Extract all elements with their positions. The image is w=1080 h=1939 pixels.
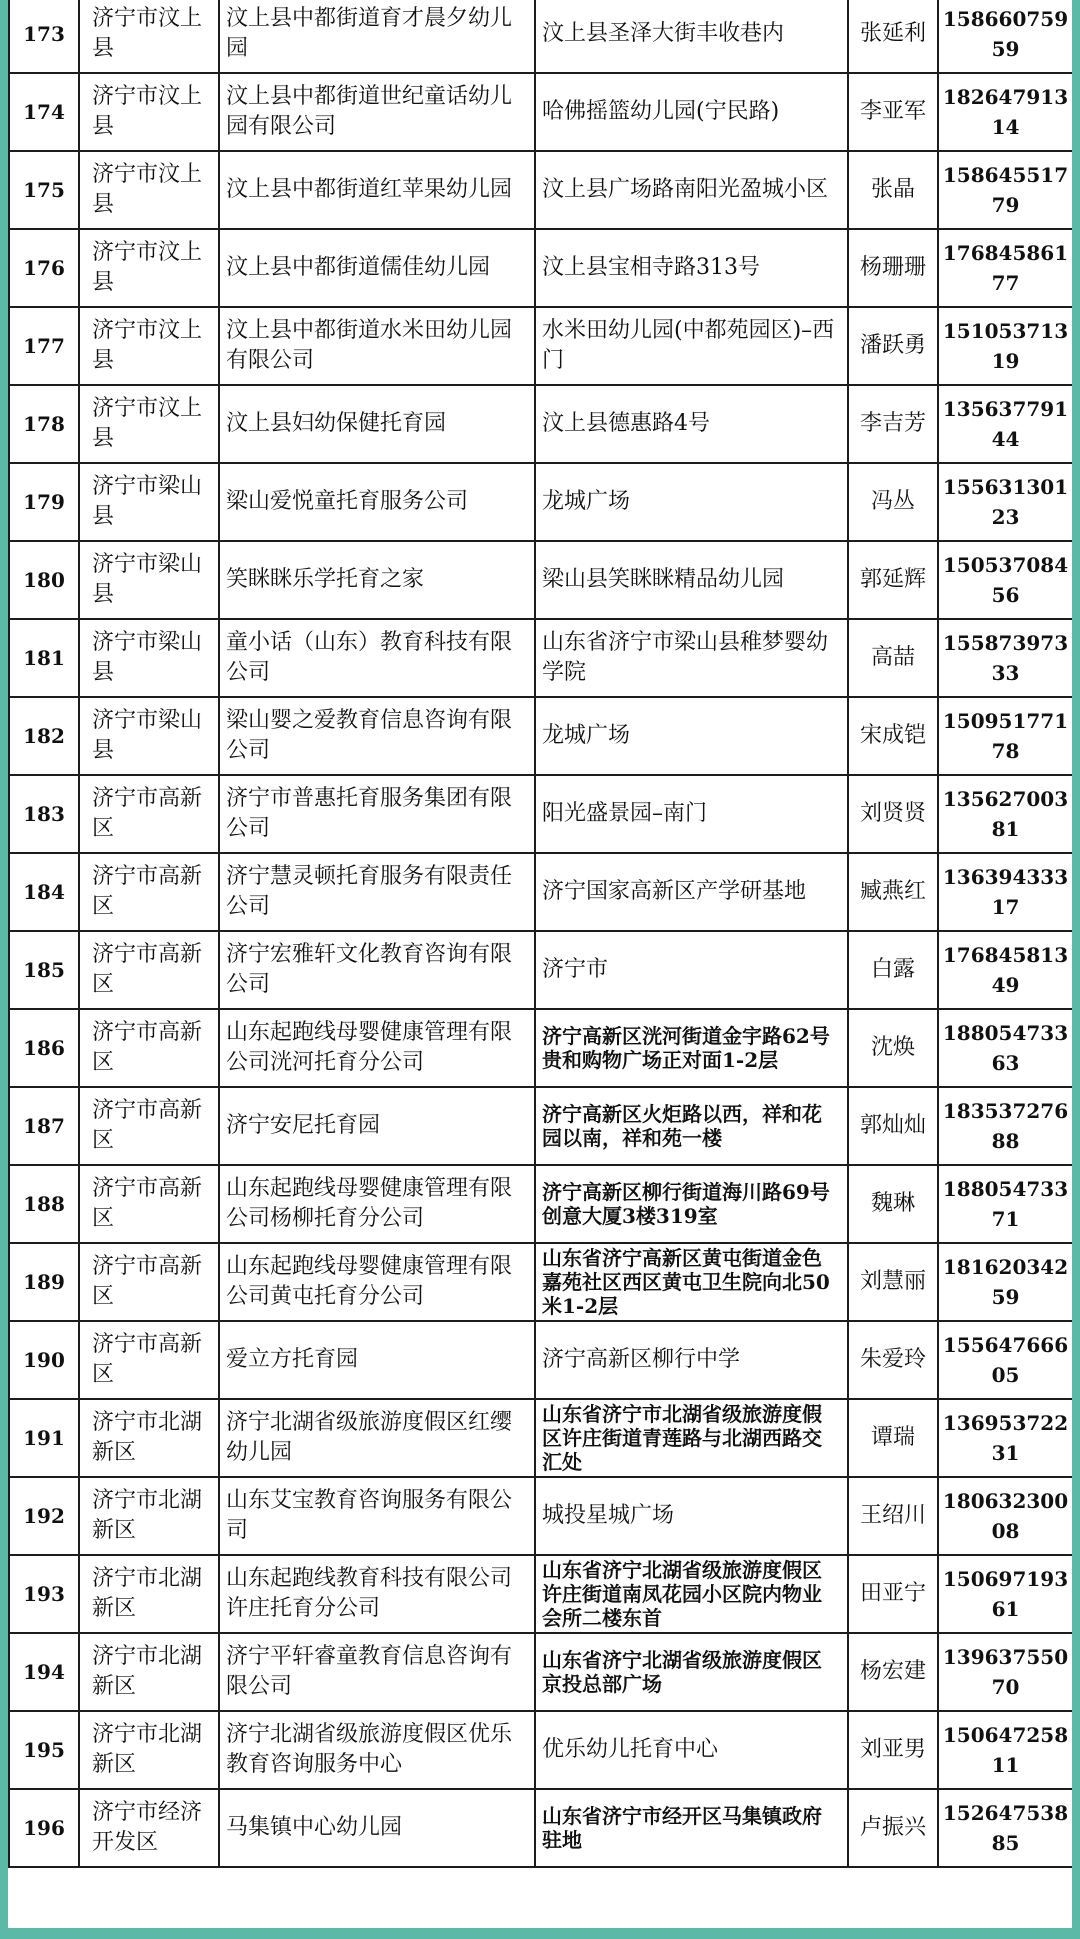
address-cell: 优乐幼儿托育中心 — [535, 1711, 848, 1789]
row-number: 186 — [9, 1009, 79, 1087]
contact-person-cell: 白露 — [848, 931, 938, 1009]
phone-cell: 13639433317 — [938, 853, 1072, 931]
institution-name-cell: 马集镇中心幼儿园 — [219, 1789, 535, 1867]
table-row — [9, 229, 1072, 307]
table-row — [9, 0, 1072, 73]
institution-name-cell: 济宁慧灵顿托育服务有限责任公司 — [219, 853, 535, 931]
city-cell: 济宁市梁山县 — [79, 541, 219, 619]
city-cell: 济宁市北湖新区 — [79, 1477, 219, 1555]
city-cell: 济宁市高新区 — [79, 1087, 219, 1165]
row-number: 174 — [9, 73, 79, 151]
address-cell: 济宁市 — [535, 931, 848, 1009]
address-cell: 济宁高新区洸河街道金宇路62号贵和购物广场正对面1-2层 — [535, 1009, 848, 1087]
phone-cell: 15095177178 — [938, 697, 1072, 775]
city-cell: 济宁市北湖新区 — [79, 1711, 219, 1789]
contact-person-cell: 刘亚男 — [848, 1711, 938, 1789]
phone-cell: 13562700381 — [938, 775, 1072, 853]
city-cell: 济宁市北湖新区 — [79, 1633, 219, 1711]
contact-person-cell: 谭瑞 — [848, 1399, 938, 1477]
table-row — [9, 1399, 1072, 1477]
city-cell: 济宁市高新区 — [79, 853, 219, 931]
contact-person-cell: 潘跃勇 — [848, 307, 938, 385]
row-number: 184 — [9, 853, 79, 931]
row-number: 183 — [9, 775, 79, 853]
contact-person-cell: 李吉芳 — [848, 385, 938, 463]
address-cell: 济宁高新区柳行街道海川路69号创意大厦3楼319室 — [535, 1165, 848, 1243]
table-row — [9, 541, 1072, 619]
contact-person-cell: 刘慧丽 — [848, 1243, 938, 1321]
row-number: 191 — [9, 1399, 79, 1477]
institution-name-cell: 山东起跑线教育科技有限公司许庄托育分公司 — [219, 1555, 535, 1633]
phone-cell: 18264791314 — [938, 73, 1072, 151]
address-cell: 山东省济宁市梁山县稚梦婴幼学院 — [535, 619, 848, 697]
address-cell: 汶上县德惠路4号 — [535, 385, 848, 463]
row-number: 177 — [9, 307, 79, 385]
city-cell: 济宁市高新区 — [79, 1009, 219, 1087]
phone-cell: 15064725811 — [938, 1711, 1072, 1789]
city-cell: 济宁市北湖新区 — [79, 1399, 219, 1477]
phone-cell: 15264753885 — [938, 1789, 1072, 1867]
phone-cell: 15069719361 — [938, 1555, 1072, 1633]
institution-name-cell: 笑眯眯乐学托育之家 — [219, 541, 535, 619]
address-cell: 山东省济宁高新区黄屯街道金色嘉苑社区西区黄屯卫生院向北50米1-2层 — [535, 1243, 848, 1321]
table-row — [9, 1789, 1072, 1867]
institution-name-cell: 汶上县中都街道红苹果幼儿园 — [219, 151, 535, 229]
table-row — [9, 1321, 1072, 1399]
table-row — [9, 775, 1072, 853]
address-cell: 山东省济宁北湖省级旅游度假区京投总部广场 — [535, 1633, 848, 1711]
address-cell: 济宁高新区柳行中学 — [535, 1321, 848, 1399]
table-row — [9, 1633, 1072, 1711]
table-row — [9, 1165, 1072, 1243]
phone-cell: 15864551779 — [938, 151, 1072, 229]
address-cell: 汶上县圣泽大街丰收巷内 — [535, 0, 848, 73]
city-cell: 济宁市高新区 — [79, 775, 219, 853]
address-cell: 汶上县宝相寺路313号 — [535, 229, 848, 307]
row-number: 179 — [9, 463, 79, 541]
city-cell: 济宁市汶上县 — [79, 307, 219, 385]
contact-person-cell: 刘贤贤 — [848, 775, 938, 853]
row-number: 189 — [9, 1243, 79, 1321]
institution-name-cell: 山东艾宝教育咨询服务有限公司 — [219, 1477, 535, 1555]
table-row — [9, 1555, 1072, 1633]
row-number: 182 — [9, 697, 79, 775]
city-cell: 济宁市梁山县 — [79, 619, 219, 697]
address-cell: 济宁高新区火炬路以西，祥和花园以南，祥和苑一楼 — [535, 1087, 848, 1165]
address-cell: 城投星城广场 — [535, 1477, 848, 1555]
address-cell: 水米田幼儿园(中都苑园区)–西门 — [535, 307, 848, 385]
contact-person-cell: 郭延辉 — [848, 541, 938, 619]
institution-name-cell: 济宁宏雅轩文化教育咨询有限公司 — [219, 931, 535, 1009]
contact-person-cell: 冯丛 — [848, 463, 938, 541]
phone-cell: 13695372231 — [938, 1399, 1072, 1477]
kindergarten-table — [8, 0, 1072, 1868]
contact-person-cell: 沈焕 — [848, 1009, 938, 1087]
table-row — [9, 619, 1072, 697]
table-row — [9, 1243, 1072, 1321]
phone-cell: 15053708456 — [938, 541, 1072, 619]
address-cell: 梁山县笑眯眯精品幼儿园 — [535, 541, 848, 619]
institution-name-cell: 山东起跑线母婴健康管理有限公司黄屯托育分公司 — [219, 1243, 535, 1321]
table-row — [9, 1009, 1072, 1087]
row-number: 180 — [9, 541, 79, 619]
row-number: 178 — [9, 385, 79, 463]
phone-cell: 18162034259 — [938, 1243, 1072, 1321]
table-row — [9, 385, 1072, 463]
address-cell: 山东省济宁北湖省级旅游度假区许庄街道南凤花园小区院内物业会所二楼东首 — [535, 1555, 848, 1633]
address-cell: 山东省济宁市北湖省级旅游度假区许庄街道青莲路与北湖西路交汇处 — [535, 1399, 848, 1477]
table-row — [9, 697, 1072, 775]
contact-person-cell: 宋成铠 — [848, 697, 938, 775]
row-number: 195 — [9, 1711, 79, 1789]
phone-cell: 17684586177 — [938, 229, 1072, 307]
city-cell: 济宁市汶上县 — [79, 0, 219, 73]
table-row — [9, 1711, 1072, 1789]
institution-name-cell: 童小话（山东）教育科技有限公司 — [219, 619, 535, 697]
row-number: 188 — [9, 1165, 79, 1243]
institution-name-cell: 汶上县中都街道世纪童话幼儿园有限公司 — [219, 73, 535, 151]
phone-cell: 18805473371 — [938, 1165, 1072, 1243]
city-cell: 济宁市梁山县 — [79, 697, 219, 775]
city-cell: 济宁市高新区 — [79, 1321, 219, 1399]
institution-name-cell: 济宁平轩睿童教育信息咨询有限公司 — [219, 1633, 535, 1711]
phone-cell: 17684581349 — [938, 931, 1072, 1009]
city-cell: 济宁市汶上县 — [79, 73, 219, 151]
address-cell: 哈佛摇篮幼儿园(宁民路) — [535, 73, 848, 151]
phone-cell: 15866075959 — [938, 0, 1072, 73]
city-cell: 济宁市高新区 — [79, 931, 219, 1009]
contact-person-cell: 臧燕红 — [848, 853, 938, 931]
row-number: 181 — [9, 619, 79, 697]
contact-person-cell: 高喆 — [848, 619, 938, 697]
city-cell: 济宁市高新区 — [79, 1165, 219, 1243]
address-cell: 汶上县广场路南阳光盈城小区 — [535, 151, 848, 229]
row-number: 173 — [9, 0, 79, 73]
table-row — [9, 931, 1072, 1009]
contact-person-cell: 田亚宁 — [848, 1555, 938, 1633]
institution-name-cell: 汶上县中都街道育才晨夕幼儿园 — [219, 0, 535, 73]
address-cell: 龙城广场 — [535, 697, 848, 775]
phone-cell: 18353727688 — [938, 1087, 1072, 1165]
city-cell: 济宁市北湖新区 — [79, 1555, 219, 1633]
institution-name-cell: 济宁市普惠托育服务集团有限公司 — [219, 775, 535, 853]
contact-person-cell: 王绍川 — [848, 1477, 938, 1555]
phone-cell: 18805473363 — [938, 1009, 1072, 1087]
institution-name-cell: 济宁安尼托育园 — [219, 1087, 535, 1165]
institution-name-cell: 山东起跑线母婴健康管理有限公司杨柳托育分公司 — [219, 1165, 535, 1243]
phone-cell: 15564766605 — [938, 1321, 1072, 1399]
contact-person-cell: 朱爱玲 — [848, 1321, 938, 1399]
address-cell: 龙城广场 — [535, 463, 848, 541]
contact-person-cell: 张延利 — [848, 0, 938, 73]
contact-person-cell: 张晶 — [848, 151, 938, 229]
row-number: 190 — [9, 1321, 79, 1399]
contact-person-cell: 杨宏建 — [848, 1633, 938, 1711]
table-row — [9, 151, 1072, 229]
institution-name-cell: 汶上县中都街道水米田幼儿园有限公司 — [219, 307, 535, 385]
institution-name-cell: 汶上县中都街道儒佳幼儿园 — [219, 229, 535, 307]
table-row — [9, 853, 1072, 931]
row-number: 194 — [9, 1633, 79, 1711]
institution-name-cell: 爱立方托育园 — [219, 1321, 535, 1399]
phone-cell: 18063230008 — [938, 1477, 1072, 1555]
institution-name-cell: 山东起跑线母婴健康管理有限公司洸河托育分公司 — [219, 1009, 535, 1087]
table-row — [9, 307, 1072, 385]
institution-name-cell: 汶上县妇幼保健托育园 — [219, 385, 535, 463]
row-number: 176 — [9, 229, 79, 307]
table-row — [9, 1087, 1072, 1165]
row-number: 192 — [9, 1477, 79, 1555]
contact-person-cell: 李亚军 — [848, 73, 938, 151]
city-cell: 济宁市梁山县 — [79, 463, 219, 541]
phone-cell: 13563779144 — [938, 385, 1072, 463]
contact-person-cell: 魏琳 — [848, 1165, 938, 1243]
city-cell: 济宁市汶上县 — [79, 151, 219, 229]
contact-person-cell: 杨珊珊 — [848, 229, 938, 307]
row-number: 185 — [9, 931, 79, 1009]
institution-name-cell: 梁山爱悦童托育服务公司 — [219, 463, 535, 541]
institution-name-cell: 梁山婴之爱教育信息咨询有限公司 — [219, 697, 535, 775]
table-row — [9, 73, 1072, 151]
city-cell: 济宁市汶上县 — [79, 385, 219, 463]
table-row — [9, 1477, 1072, 1555]
contact-person-cell: 卢振兴 — [848, 1789, 938, 1867]
row-number: 175 — [9, 151, 79, 229]
row-number: 193 — [9, 1555, 79, 1633]
row-number: 196 — [9, 1789, 79, 1867]
phone-cell: 13963755070 — [938, 1633, 1072, 1711]
city-cell: 济宁市汶上县 — [79, 229, 219, 307]
phone-cell: 15105371319 — [938, 307, 1072, 385]
institution-name-cell: 济宁北湖省级旅游度假区红缨幼儿园 — [219, 1399, 535, 1477]
address-cell: 阳光盛景园–南门 — [535, 775, 848, 853]
phone-cell: 15563130123 — [938, 463, 1072, 541]
phone-cell: 15587397333 — [938, 619, 1072, 697]
table-row — [9, 463, 1072, 541]
contact-person-cell: 郭灿灿 — [848, 1087, 938, 1165]
institution-name-cell: 济宁北湖省级旅游度假区优乐教育咨询服务中心 — [219, 1711, 535, 1789]
city-cell: 济宁市高新区 — [79, 1243, 219, 1321]
address-cell: 山东省济宁市经开区马集镇政府驻地 — [535, 1789, 848, 1867]
table-sheet — [8, 0, 1072, 1928]
address-cell: 济宁国家高新区产学研基地 — [535, 853, 848, 931]
table-body — [9, 0, 1072, 1867]
city-cell: 济宁市经济开发区 — [79, 1789, 219, 1867]
row-number: 187 — [9, 1087, 79, 1165]
